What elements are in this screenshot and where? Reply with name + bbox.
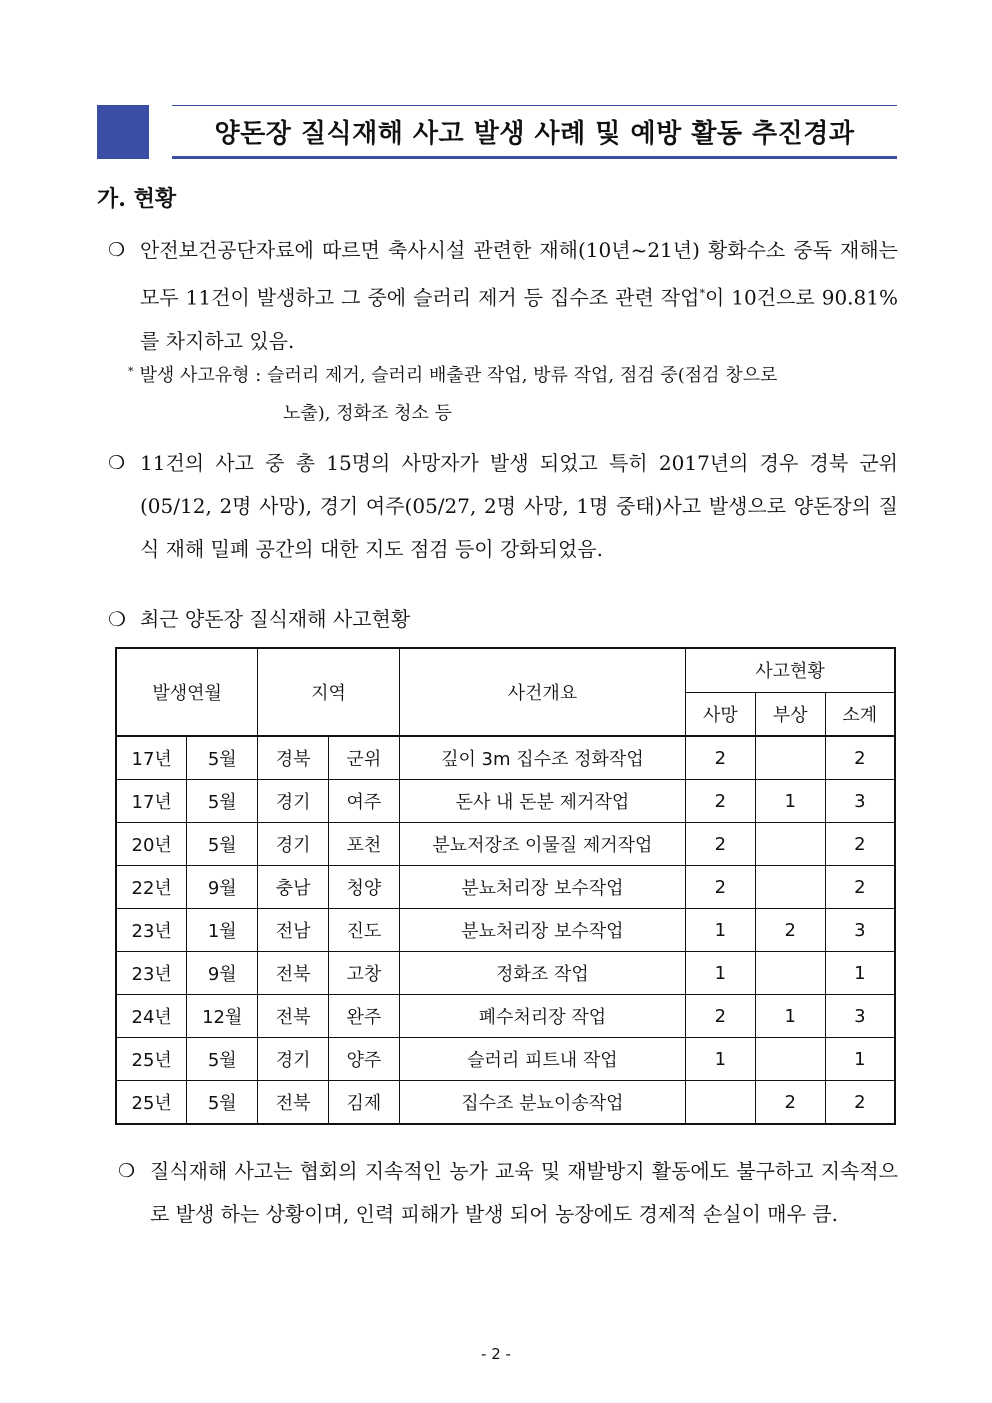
cell-death: 2 (685, 780, 755, 823)
bullet-text: 안전보건공단자료에 따르면 축사시설 관련한 재해(10년~21년) 황화수소 중독 재해는 모두 11건이 발생하고 그 중에 슬러리 제거 등 집수조 관련 작업*이 10건으로 90.81%를 차지하고 있음. (140, 238, 898, 353)
cell-injury: 2 (755, 909, 825, 952)
cell-month: 5월 (187, 780, 258, 823)
cell-province: 전남 (258, 909, 329, 952)
cell-province: 경기 (258, 823, 329, 866)
cell-province: 전북 (258, 952, 329, 995)
bullet-text: 질식재해 사고는 협회의 지속적인 농가 교육 및 재발방지 활동에도 불구하고 지속적으로 발생 하는 상황이며, 인력 피해가 발생 되어 농장에도 경제적 손실이 매우 큼. (150, 1159, 898, 1226)
cell-month: 1월 (187, 909, 258, 952)
cell-death: 2 (685, 736, 755, 780)
bullet-item-2 (108, 442, 898, 571)
cell-city: 진도 (329, 909, 400, 952)
cell-injury (755, 1038, 825, 1081)
accident-table (115, 647, 896, 1125)
header-accent-block (97, 105, 149, 159)
cell-subtotal: 2 (825, 866, 895, 909)
cell-city: 군위 (329, 736, 400, 780)
cell-province: 전북 (258, 1081, 329, 1125)
header-date: 발생연월 (116, 648, 258, 736)
table-row (116, 866, 895, 909)
header-title-box (172, 105, 897, 159)
cell-summary: 분뇨처리장 보수작업 (399, 866, 685, 909)
footnote (128, 357, 898, 433)
cell-summary: 슬러리 피트내 작업 (399, 1038, 685, 1081)
cell-death: 1 (685, 952, 755, 995)
cell-province: 충남 (258, 866, 329, 909)
table-row (116, 1081, 895, 1125)
cell-city: 고창 (329, 952, 400, 995)
cell-province: 경기 (258, 1038, 329, 1081)
document-header (97, 105, 897, 159)
cell-summary: 돈사 내 돈분 제거작업 (399, 780, 685, 823)
cell-year: 23년 (116, 952, 187, 995)
header-region: 지역 (258, 648, 400, 736)
cell-year: 17년 (116, 736, 187, 780)
header-subtotal: 소계 (825, 692, 895, 736)
cell-city: 청양 (329, 866, 400, 909)
cell-province: 전북 (258, 995, 329, 1038)
footnote-marker: * (699, 287, 705, 300)
footnote-star: * (128, 365, 134, 378)
bullet-text: 11건의 사고 중 총 15명의 사망자가 발생 되었고 특히 2017년의 경우 경북 군위(05/12, 2명 사망), 경기 여주(05/27, 2명 사망, 1명 중태)사고 발생으로 양돈장의 질식 재해 밀폐 공간의 대한 지도 점검 등이 강화되었음. (140, 451, 898, 561)
table-body (116, 736, 895, 1124)
cell-subtotal: 3 (825, 909, 895, 952)
cell-subtotal: 2 (825, 736, 895, 780)
cell-summary: 폐수처리장 작업 (399, 995, 685, 1038)
cell-subtotal: 2 (825, 1081, 895, 1125)
bullet-mark: ❍ (118, 1160, 136, 1182)
cell-death: 1 (685, 1038, 755, 1081)
table-row (116, 952, 895, 995)
cell-summary: 깊이 3m 집수조 정화작업 (399, 736, 685, 780)
table-row (116, 995, 895, 1038)
cell-month: 5월 (187, 1081, 258, 1125)
cell-injury (755, 736, 825, 780)
bullet-mark: ❍ (108, 607, 126, 631)
cell-injury: 1 (755, 780, 825, 823)
table-caption: ❍ 최근 양돈장 질식재해 사고현황 (108, 607, 411, 631)
cell-year: 22년 (116, 866, 187, 909)
cell-summary: 분뇨저장조 이물질 제거작업 (399, 823, 685, 866)
cell-subtotal: 3 (825, 995, 895, 1038)
cell-injury (755, 866, 825, 909)
cell-subtotal: 3 (825, 780, 895, 823)
header-injury: 부상 (755, 692, 825, 736)
cell-year: 24년 (116, 995, 187, 1038)
cell-month: 12월 (187, 995, 258, 1038)
footnote-line-1: 발생 사고유형 : 슬러리 제거, 슬러리 배출관 작업, 방류 작업, 점검 중(점검 창으로 (139, 365, 778, 386)
cell-month: 5월 (187, 736, 258, 780)
header-status: 사고현황 (685, 648, 895, 692)
cell-subtotal: 1 (825, 952, 895, 995)
cell-city: 포천 (329, 823, 400, 866)
bullet-item-3 (118, 1150, 898, 1236)
table-row (116, 736, 895, 780)
cell-subtotal: 2 (825, 823, 895, 866)
cell-year: 17년 (116, 780, 187, 823)
cell-city: 여주 (329, 780, 400, 823)
cell-month: 9월 (187, 866, 258, 909)
header-summary: 사건개요 (399, 648, 685, 736)
cell-province: 경북 (258, 736, 329, 780)
cell-city: 양주 (329, 1038, 400, 1081)
cell-month: 5월 (187, 823, 258, 866)
table-row (116, 1038, 895, 1081)
cell-month: 9월 (187, 952, 258, 995)
cell-death: 2 (685, 995, 755, 1038)
cell-injury: 2 (755, 1081, 825, 1125)
cell-death (685, 1081, 755, 1125)
header-death: 사망 (685, 692, 755, 736)
bullet-item-1 (108, 229, 898, 363)
cell-city: 김제 (329, 1081, 400, 1125)
cell-province: 경기 (258, 780, 329, 823)
footnote-line-2: 노출), 정화조 청소 등 (283, 403, 453, 424)
cell-injury (755, 823, 825, 866)
cell-subtotal: 1 (825, 1038, 895, 1081)
cell-summary: 분뇨처리장 보수작업 (399, 909, 685, 952)
cell-summary: 정화조 작업 (399, 952, 685, 995)
cell-death: 1 (685, 909, 755, 952)
cell-injury (755, 952, 825, 995)
cell-injury: 1 (755, 995, 825, 1038)
page-title: 양돈장 질식재해 사고 발생 사례 및 예방 활동 추진경과 (214, 118, 855, 149)
cell-death: 2 (685, 823, 755, 866)
cell-city: 완주 (329, 995, 400, 1038)
table-row (116, 909, 895, 952)
table-row (116, 823, 895, 866)
bullet-mark: ❍ (108, 239, 126, 261)
table-row (116, 780, 895, 823)
cell-year: 23년 (116, 909, 187, 952)
cell-death: 2 (685, 866, 755, 909)
cell-summary: 집수조 분뇨이송작업 (399, 1081, 685, 1125)
cell-year: 20년 (116, 823, 187, 866)
cell-month: 5월 (187, 1038, 258, 1081)
cell-year: 25년 (116, 1038, 187, 1081)
cell-year: 25년 (116, 1081, 187, 1125)
bullet-mark: ❍ (108, 452, 126, 474)
section-title: 가. 현황 (97, 186, 177, 212)
page-number: - 2 - (481, 1345, 511, 1363)
